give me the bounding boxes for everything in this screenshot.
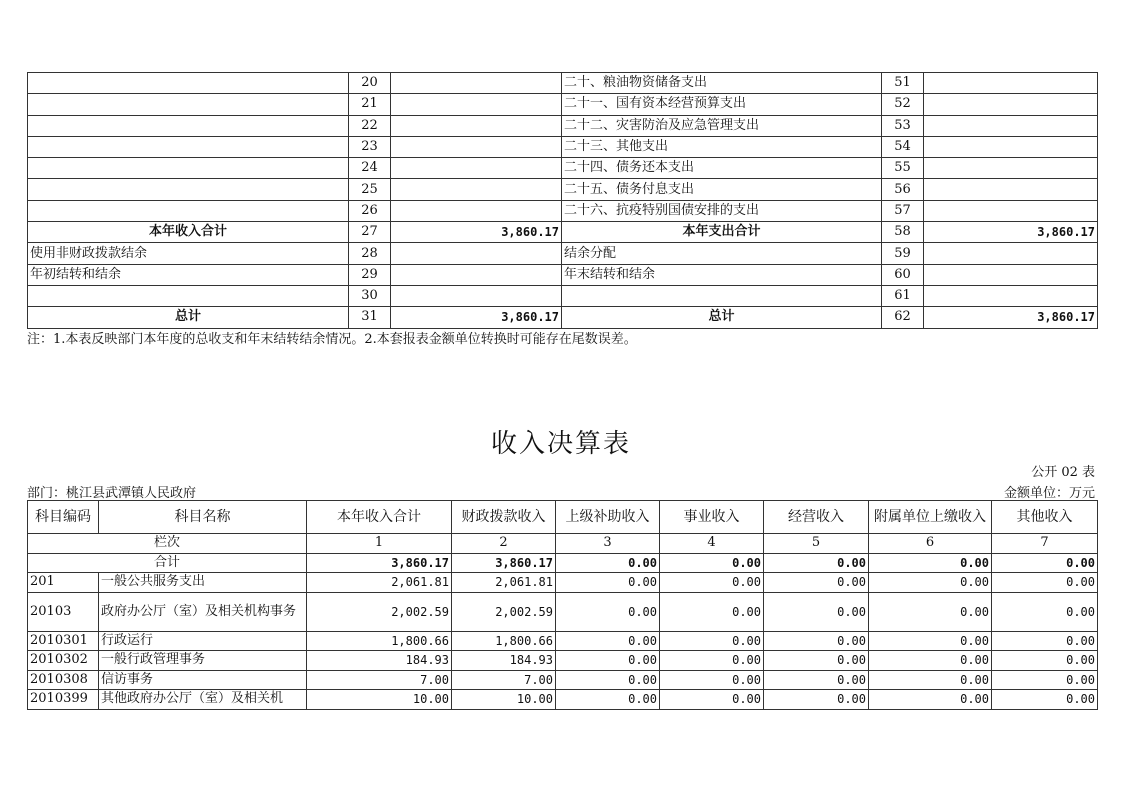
- total-label: 合计: [28, 553, 307, 573]
- left-item-label: 本年收入合计: [28, 222, 349, 243]
- income-table-body: [28, 501, 1098, 710]
- amount-cell: 2,061.81: [452, 573, 556, 593]
- left-line-number: 26: [349, 200, 391, 221]
- amount-cell: 0.00: [660, 670, 764, 690]
- right-line-number: 58: [882, 222, 924, 243]
- subject-name: 一般行政管理事务: [99, 651, 307, 671]
- amount-cell: 0.00: [869, 690, 992, 710]
- left-amount: [391, 285, 562, 306]
- total-value: 0.00: [869, 553, 992, 573]
- right-item-label: 二十、粮油物资储备支出: [562, 73, 882, 94]
- left-line-number: 27: [349, 222, 391, 243]
- left-amount: [391, 179, 562, 200]
- summary-row: [28, 179, 1098, 200]
- left-line-number: 23: [349, 136, 391, 157]
- summary-row: [28, 94, 1098, 115]
- left-amount: [391, 158, 562, 179]
- table-row: [28, 573, 1098, 593]
- amount-cell: 0.00: [660, 631, 764, 651]
- right-amount: [924, 264, 1098, 285]
- amount-cell: 0.00: [556, 592, 660, 631]
- page-title: 收入决算表: [490, 429, 631, 459]
- summary-table: [27, 72, 1098, 329]
- right-line-number: 59: [882, 243, 924, 264]
- left-amount: 3,860.17: [391, 222, 562, 243]
- header-cell: 事业收入: [660, 501, 764, 534]
- right-line-number: 55: [882, 158, 924, 179]
- left-line-number: 28: [349, 243, 391, 264]
- amount-cell: 0.00: [556, 651, 660, 671]
- amount-cell: 0.00: [764, 651, 869, 671]
- amount-cell: 2,002.59: [307, 592, 452, 631]
- right-amount: 3,860.17: [924, 307, 1098, 328]
- right-amount: [924, 200, 1098, 221]
- total-value: 0.00: [992, 553, 1098, 573]
- left-amount: 3,860.17: [391, 307, 562, 328]
- right-line-number: 54: [882, 136, 924, 157]
- summary-row: [28, 222, 1098, 243]
- left-item-label: [28, 179, 349, 200]
- header-cell: 经营收入: [764, 501, 869, 534]
- header-cell: 本年收入合计: [307, 501, 452, 534]
- right-item-label: 结余分配: [562, 243, 882, 264]
- right-item-label: 二十六、抗疫特别国债安排的支出: [562, 200, 882, 221]
- summary-row: [28, 264, 1098, 285]
- header-cell: 科目名称: [99, 501, 307, 534]
- amount-cell: 0.00: [992, 690, 1098, 710]
- header-cell: 财政拨款收入: [452, 501, 556, 534]
- amount-cell: 0.00: [869, 631, 992, 651]
- amount-cell: 0.00: [869, 592, 992, 631]
- total-value: 3,860.17: [307, 553, 452, 573]
- left-line-number: 22: [349, 115, 391, 136]
- subject-code: 20103: [28, 592, 99, 631]
- right-item-label: [562, 285, 882, 306]
- amount-cell: 0.00: [660, 573, 764, 593]
- column-index-label: 栏次: [28, 534, 307, 554]
- right-line-number: 56: [882, 179, 924, 200]
- table-note: 注：1.本表反映部门本年度的总收支和年末结转结余情况。2.本套报表金额单位转换时可能存在尾数误差。: [27, 332, 637, 347]
- subject-code: 2010301: [28, 631, 99, 651]
- left-item-label: [28, 136, 349, 157]
- right-line-number: 51: [882, 73, 924, 94]
- table-row: [28, 670, 1098, 690]
- table-row: [28, 592, 1098, 631]
- subject-name: 一般公共服务支出: [99, 573, 307, 593]
- header-cell: 其他收入: [992, 501, 1098, 534]
- left-item-label: 使用非财政拨款结余: [28, 243, 349, 264]
- right-amount: [924, 179, 1098, 200]
- amount-unit-label: 金额单位：万元: [1003, 486, 1095, 501]
- column-number: 3: [556, 534, 660, 554]
- right-item-label: 二十三、其他支出: [562, 136, 882, 157]
- left-amount: [391, 73, 562, 94]
- summary-row: [28, 243, 1098, 264]
- amount-cell: 0.00: [764, 670, 869, 690]
- right-item-label: 二十一、国有资本经营预算支出: [562, 94, 882, 115]
- total-value: 3,860.17: [452, 553, 556, 573]
- amount-cell: 184.93: [307, 651, 452, 671]
- left-item-label: [28, 115, 349, 136]
- left-item-label: [28, 200, 349, 221]
- left-amount: [391, 200, 562, 221]
- left-item-label: [28, 73, 349, 94]
- amount-cell: 2,061.81: [307, 573, 452, 593]
- left-amount: [391, 94, 562, 115]
- amount-cell: 0.00: [764, 592, 869, 631]
- amount-cell: 1,800.66: [307, 631, 452, 651]
- amount-cell: 0.00: [660, 651, 764, 671]
- left-line-number: 31: [349, 307, 391, 328]
- amount-cell: 0.00: [556, 573, 660, 593]
- left-item-label: 年初结转和结余: [28, 264, 349, 285]
- left-item-label: [28, 285, 349, 306]
- summary-row: [28, 158, 1098, 179]
- column-number: 5: [764, 534, 869, 554]
- left-amount: [391, 264, 562, 285]
- right-amount: 3,860.17: [924, 222, 1098, 243]
- right-amount: [924, 158, 1098, 179]
- left-item-label: [28, 158, 349, 179]
- department-label: 部门：桃江县武潭镇人民政府: [27, 486, 197, 501]
- right-amount: [924, 285, 1098, 306]
- header-row: [28, 501, 1098, 534]
- column-index-row: [28, 534, 1098, 554]
- right-line-number: 53: [882, 115, 924, 136]
- left-amount: [391, 243, 562, 264]
- amount-cell: 0.00: [992, 592, 1098, 631]
- right-line-number: 61: [882, 285, 924, 306]
- amount-cell: 7.00: [307, 670, 452, 690]
- column-number: 4: [660, 534, 764, 554]
- income-table: [27, 500, 1098, 710]
- total-value: 0.00: [660, 553, 764, 573]
- summary-row: [28, 285, 1098, 306]
- summary-row: [28, 136, 1098, 157]
- amount-cell: 0.00: [764, 690, 869, 710]
- left-line-number: 30: [349, 285, 391, 306]
- amount-cell: 0.00: [869, 670, 992, 690]
- amount-cell: 0.00: [992, 573, 1098, 593]
- summary-row: [28, 73, 1098, 94]
- subject-code: 2010399: [28, 690, 99, 710]
- column-number: 7: [992, 534, 1098, 554]
- subject-name: 行政运行: [99, 631, 307, 651]
- right-item-label: 二十四、债务还本支出: [562, 158, 882, 179]
- amount-cell: 7.00: [452, 670, 556, 690]
- amount-cell: 0.00: [992, 651, 1098, 671]
- amount-cell: 184.93: [452, 651, 556, 671]
- subject-name: 政府办公厅（室）及相关机构事务: [99, 592, 307, 631]
- right-amount: [924, 94, 1098, 115]
- left-item-label: 总计: [28, 307, 349, 328]
- right-item-label: 二十二、灾害防治及应急管理支出: [562, 115, 882, 136]
- right-line-number: 62: [882, 307, 924, 328]
- right-line-number: 52: [882, 94, 924, 115]
- left-item-label: [28, 94, 349, 115]
- amount-cell: 0.00: [660, 592, 764, 631]
- summary-row: [28, 200, 1098, 221]
- amount-cell: 0.00: [764, 631, 869, 651]
- table-row: [28, 631, 1098, 651]
- right-line-number: 57: [882, 200, 924, 221]
- amount-cell: 0.00: [764, 573, 869, 593]
- amount-cell: 2,002.59: [452, 592, 556, 631]
- right-line-number: 60: [882, 264, 924, 285]
- column-number: 1: [307, 534, 452, 554]
- right-amount: [924, 73, 1098, 94]
- subject-name: 信访事务: [99, 670, 307, 690]
- amount-cell: 0.00: [869, 651, 992, 671]
- amount-cell: 0.00: [556, 670, 660, 690]
- header-cell: 上级补助收入: [556, 501, 660, 534]
- total-value: 0.00: [764, 553, 869, 573]
- total-row: [28, 553, 1098, 573]
- left-amount: [391, 136, 562, 157]
- right-item-label: 总计: [562, 307, 882, 328]
- amount-cell: 0.00: [556, 690, 660, 710]
- header-cell: 科目编码: [28, 501, 99, 534]
- amount-cell: 0.00: [660, 690, 764, 710]
- column-number: 2: [452, 534, 556, 554]
- table-row: [28, 690, 1098, 710]
- subject-code: 2010308: [28, 670, 99, 690]
- left-line-number: 24: [349, 158, 391, 179]
- left-amount: [391, 115, 562, 136]
- header-cell: 附属单位上缴收入: [869, 501, 992, 534]
- amount-cell: 0.00: [556, 631, 660, 651]
- right-amount: [924, 243, 1098, 264]
- amount-cell: 1,800.66: [452, 631, 556, 651]
- amount-cell: 10.00: [307, 690, 452, 710]
- amount-cell: 0.00: [869, 573, 992, 593]
- summary-row: [28, 115, 1098, 136]
- table-code: 公开 02 表: [1031, 465, 1095, 480]
- amount-cell: 0.00: [992, 631, 1098, 651]
- left-line-number: 20: [349, 73, 391, 94]
- right-amount: [924, 115, 1098, 136]
- table-row: [28, 651, 1098, 671]
- right-item-label: 年末结转和结余: [562, 264, 882, 285]
- right-item-label: 本年支出合计: [562, 222, 882, 243]
- summary-table-body: [28, 73, 1098, 329]
- left-line-number: 25: [349, 179, 391, 200]
- subject-code: 2010302: [28, 651, 99, 671]
- right-item-label: 二十五、债务付息支出: [562, 179, 882, 200]
- column-number: 6: [869, 534, 992, 554]
- left-line-number: 29: [349, 264, 391, 285]
- amount-cell: 0.00: [992, 670, 1098, 690]
- subject-code: 201: [28, 573, 99, 593]
- summary-row: [28, 307, 1098, 328]
- total-value: 0.00: [556, 553, 660, 573]
- left-line-number: 21: [349, 94, 391, 115]
- right-amount: [924, 136, 1098, 157]
- amount-cell: 10.00: [452, 690, 556, 710]
- subject-name: 其他政府办公厅（室）及相关机: [99, 690, 307, 710]
